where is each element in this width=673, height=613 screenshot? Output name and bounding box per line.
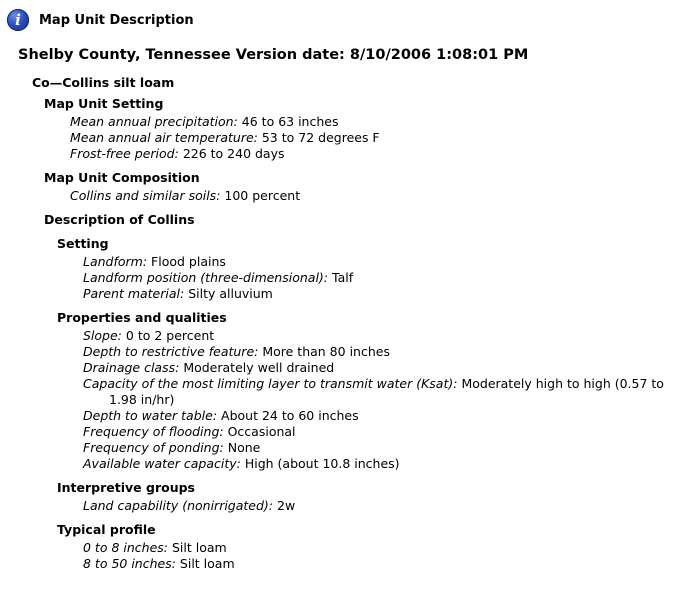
list-item: Frequency of flooding: Occasional: [83, 424, 296, 439]
section-heading-map-unit-composition: Map Unit Composition: [44, 170, 200, 185]
section-heading-map-unit-setting: Map Unit Setting: [44, 96, 164, 111]
subsection-heading-setting: Setting: [57, 236, 109, 251]
list-item: Available water capacity: High (about 10.8 inches): [83, 456, 400, 471]
list-item: Collins and similar soils: 100 percent: [70, 188, 301, 203]
list-item: Landform position (three-dimensional): Talf: [83, 270, 354, 285]
list-item: Parent material: Silty alluvium: [83, 286, 273, 301]
map-unit-name: Co—Collins silt loam: [32, 75, 175, 90]
subsection-heading-interpretive-groups: Interpretive groups: [57, 480, 195, 495]
map-unit-composition-list: [70, 188, 673, 204]
document-body: [0, 74, 673, 572]
interpretive-groups-list: [83, 498, 673, 514]
subsection-heading-properties: Properties and qualities: [57, 310, 227, 325]
list-item: 8 to 50 inches: Silt loam: [83, 556, 235, 571]
properties-list: [83, 328, 673, 472]
list-item: 0 to 8 inches: Silt loam: [83, 540, 227, 555]
list-item: Landform: Flood plains: [83, 254, 226, 269]
list-item: Frequency of ponding: None: [83, 440, 261, 455]
list-item: Frost-free period: 226 to 240 days: [70, 146, 285, 161]
list-item: Depth to water table: About 24 to 60 inches: [83, 408, 359, 423]
list-item: Mean annual air temperature: 53 to 72 degrees F: [70, 130, 380, 145]
setting-list: [83, 254, 673, 302]
subsection-heading-typical-profile: Typical profile: [57, 522, 156, 537]
list-item: Drainage class: Moderately well drained: [83, 360, 335, 375]
section-heading-description: Description of Collins: [44, 212, 195, 227]
list-item: Slope: 0 to 2 percent: [83, 328, 215, 343]
info-icon: i: [7, 9, 29, 31]
map-unit-setting-list: [70, 114, 673, 162]
report-header: [7, 8, 194, 32]
document-title: Shelby County, Tennessee Version date: 8/10/2006 1:08:01 PM: [18, 47, 529, 63]
report-header-title: Map Unit Description: [39, 12, 194, 28]
list-item: Mean annual precipitation: 46 to 63 inches: [70, 114, 339, 129]
typical-profile-list: [83, 540, 673, 572]
list-item: Depth to restrictive feature: More than 80 inches: [83, 344, 390, 359]
list-item: Capacity of the most limiting layer to transmit water (Ksat): Moderately high to high (0.57 to 1.98 in/hr): [83, 376, 664, 407]
list-item: Land capability (nonirrigated): 2w: [83, 498, 296, 513]
